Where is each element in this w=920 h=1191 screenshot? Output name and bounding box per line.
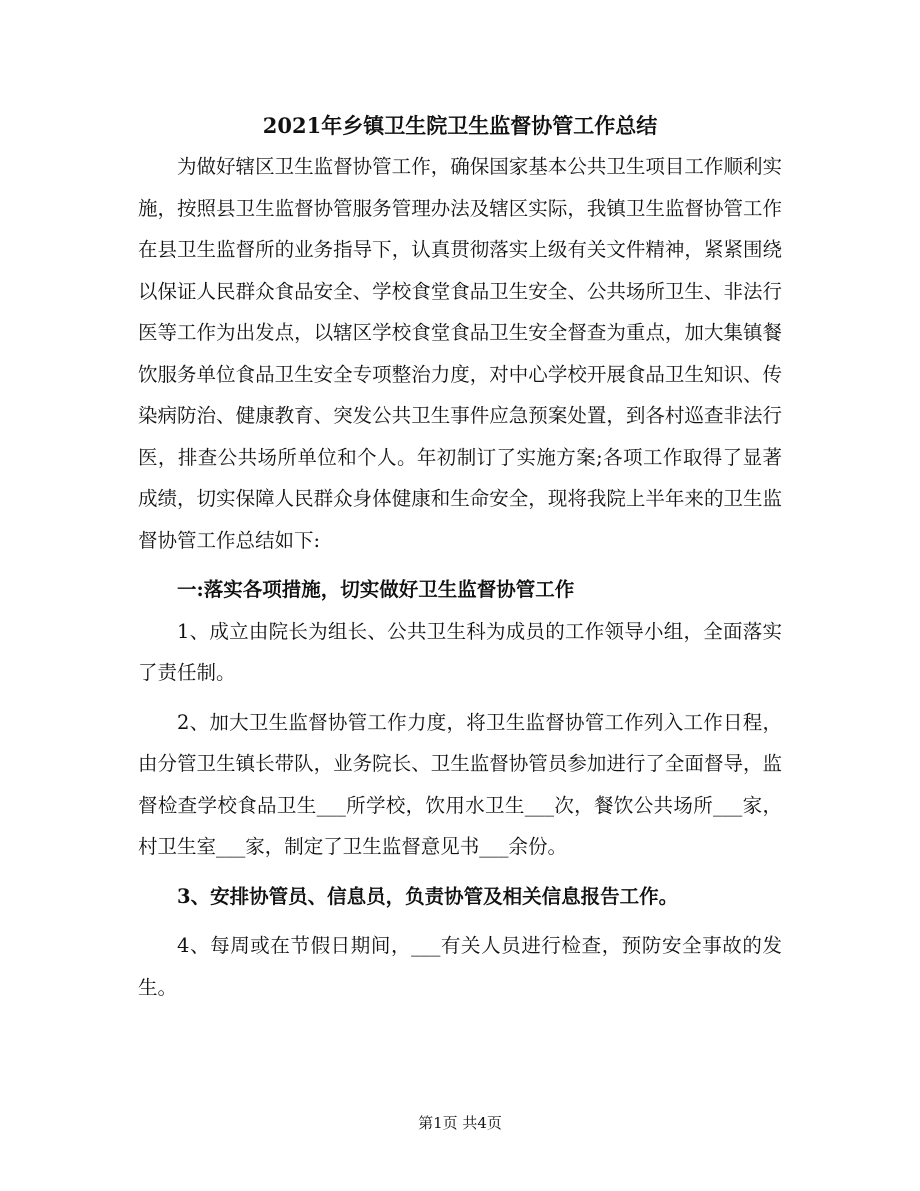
item-1-paragraph: 1、成立由院长为组长、公共卫生科为成员的工作领导小组，全面落实了责任制。 [138,619,782,684]
page-number-footer: 第1页 共4页 [418,1114,502,1132]
intro-paragraph: 为做好辖区卫生监督协管工作，确保国家基本公共卫生项目工作顺利实施，按照县卫生监督协管服务管理办法及辖区实际，我镇卫生监督协管工作在县卫生监督所的业务指导下，认真贯彻落实上级有关文件精神，紧紧围绕以保证人民群众食品安全、学校食堂食品卫生安全、公共场所卫生、非法行医等工作为出发点，以辖区学校食堂食品卫生安全督查为重点，加大集镇餐饮服务单位食品卫生安全专项整治力度，对中心学校开展食品卫生知识、传染病防治、健康教育、突发公共卫生事件应急预案处置，到各村巡查非法行医，排查公共场所单位和个人。年初制订了实施方案;各项工作取得了显著成绩，切实保障人民群众身体健康和生命安全，现将我院上半年来的卫生监督协管工作总结如下: [138,155,782,552]
document-body [138,106,782,1008]
item-2-paragraph: 2、加大卫生监督协管工作力度，将卫生监督协管工作列入工作日程，由分管卫生镇长带队，业务院长、卫生监督协管员参加进行了全面督导，监督检查学校食品卫生___所学校，饮用水卫生___次，餐饮公共场所___家，村卫生室___家，制定了卫生监督意见书___余份。 [138,710,782,858]
document-title: 2021年乡镇卫生院卫生监督协管工作总结 [262,113,658,138]
item-4-paragraph: 4、每周或在节假日期间，___有关人员进行检查，预防安全事故的发生。 [138,934,782,999]
section-1-heading: 一:落实各项措施，切实做好卫生监督协管工作 [177,578,575,601]
item-3-paragraph: 3、安排协管员、信息员，负责协管及相关信息报告工作。 [177,884,679,908]
